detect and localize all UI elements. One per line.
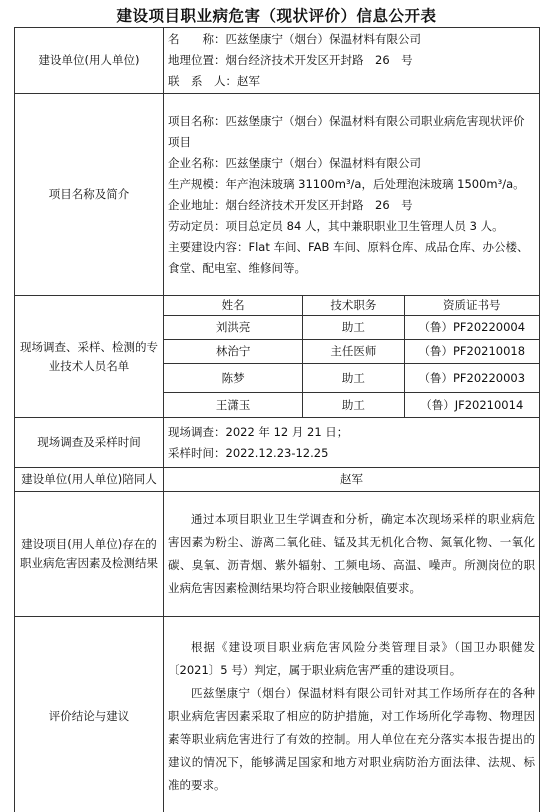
conclusion-info (164, 617, 540, 812)
sampling-date: 采样时间：2022.12.23-12.25 (168, 445, 329, 460)
escort-value: 赵军 (164, 468, 540, 492)
staff-name: 陈梦 (164, 363, 303, 392)
staff-name: 刘洪亮 (164, 315, 303, 339)
conclusion-paragraph-1: 根据《建设项目职业病危害风险分类管理目录》（国卫办职健发〔2021〕5 号）判定，属于职业病危害严重的建设项目。 (168, 640, 535, 677)
project-scale: 生产规模：年产泡沫玻璃 31100m³/a，后处理泡沫玻璃 1500m³/a。 (168, 176, 525, 191)
hazards-info (164, 492, 540, 617)
survey-time-row (15, 418, 540, 468)
table-row (164, 392, 539, 417)
staff-cert: （鲁）PF20220004 (404, 315, 539, 339)
staff-name: 林治宁 (164, 339, 303, 363)
conclusion-paragraph-2: 匹兹堡康宁（烟台）保温材料有限公司针对其工作场所存在的各种职业病危害因素采取了相应的防护措施，对工作场所化学毒物、物理因素等职业病危害进行了有效的控制。用人单位在充分落实本报告提出的建议的情况下，能够满足国家和地方对职业病防治方面法律、法规、标准的要求。 (168, 686, 535, 792)
hazards-label: 建设项目(用人单位)存在的职业病危害因素及检测结果 (15, 492, 164, 617)
project-staffing: 劳动定员：项目总定员 84 人，其中兼职职业卫生管理人员 3 人。 (168, 218, 504, 233)
staff-title: 助工 (303, 315, 404, 339)
staff-label: 现场调查、采样、检测的专业技术人员名单 (15, 296, 164, 418)
staff-table (164, 296, 539, 417)
unit-label: 建设单位(用人单位) (15, 28, 164, 94)
project-company: 企业名称：匹兹堡康宁（烟台）保温材料有限公司 (168, 155, 421, 170)
project-row (15, 94, 540, 296)
staff-cert: （鲁）JF20210014 (420, 397, 524, 412)
staff-cert: （鲁）PF20210018 (404, 339, 539, 363)
project-content: 主要建设内容：Flat 车间、FAB 车间、原料仓库、成品仓库、办公楼、食堂、配电室、维修间等。 (168, 239, 529, 275)
table-row (164, 315, 539, 339)
project-label: 项目名称及简介 (15, 94, 164, 296)
staff-name: 王潇玉 (164, 392, 303, 417)
unit-contact: 联 系 人：赵军 (168, 74, 260, 88)
staff-header-name: 姓名 (164, 296, 303, 315)
unit-address: 地理位置：烟台经济技术开发区开封路 26 号 (168, 53, 413, 67)
unit-name: 名 称：匹兹堡康宁（烟台）保温材料有限公司 (168, 32, 421, 46)
project-info (164, 94, 540, 296)
staff-row (15, 296, 540, 418)
staff-header-title: 技术职务 (303, 296, 404, 315)
survey-time-info (164, 418, 540, 468)
staff-cert: （鲁）PF20220003 (404, 363, 539, 392)
escort-label: 建设单位(用人单位)陪同人 (15, 468, 164, 492)
project-address: 企业地址：烟台经济技术开发区开封路 26 号 (168, 197, 413, 212)
unit-row (15, 28, 540, 94)
staff-title: 助工 (303, 363, 404, 392)
staff-header-cert: 资质证书号 (404, 296, 539, 315)
survey-date: 现场调查：2022 年 12 月 21 日； (168, 424, 349, 439)
conclusion-row (15, 617, 540, 812)
disclosure-table (14, 27, 540, 812)
staff-cell (164, 296, 540, 418)
survey-time-label: 现场调查及采样时间 (15, 418, 164, 468)
project-name: 项目名称：匹兹堡康宁（烟台）保温材料有限公司职业病危害现状评价项目 (168, 113, 525, 149)
unit-info (164, 28, 540, 94)
hazards-text: 通过本项目职业卫生学调查和分析，确定本次现场采样的职业病危害因素为粉尘、游离二氧化硅、锰及其无机化合物、氮氧化物、一氧化碳、臭氧、沥青烟、紫外辐射、工频电场、高温、噪声。所测岗位的职业病危害因素检测结果均符合职业接触限值要求。 (168, 512, 535, 595)
table-row (164, 363, 539, 392)
staff-title: 主任医师 (303, 339, 404, 363)
hazards-row (15, 492, 540, 617)
conclusion-label: 评价结论与建议 (15, 617, 164, 812)
escort-row (15, 468, 540, 492)
staff-header-row (164, 296, 539, 315)
staff-title: 助工 (303, 392, 404, 417)
page-title: 建设项目职业病危害（现状评价）信息公开表 (116, 7, 437, 25)
table-row (164, 339, 539, 363)
